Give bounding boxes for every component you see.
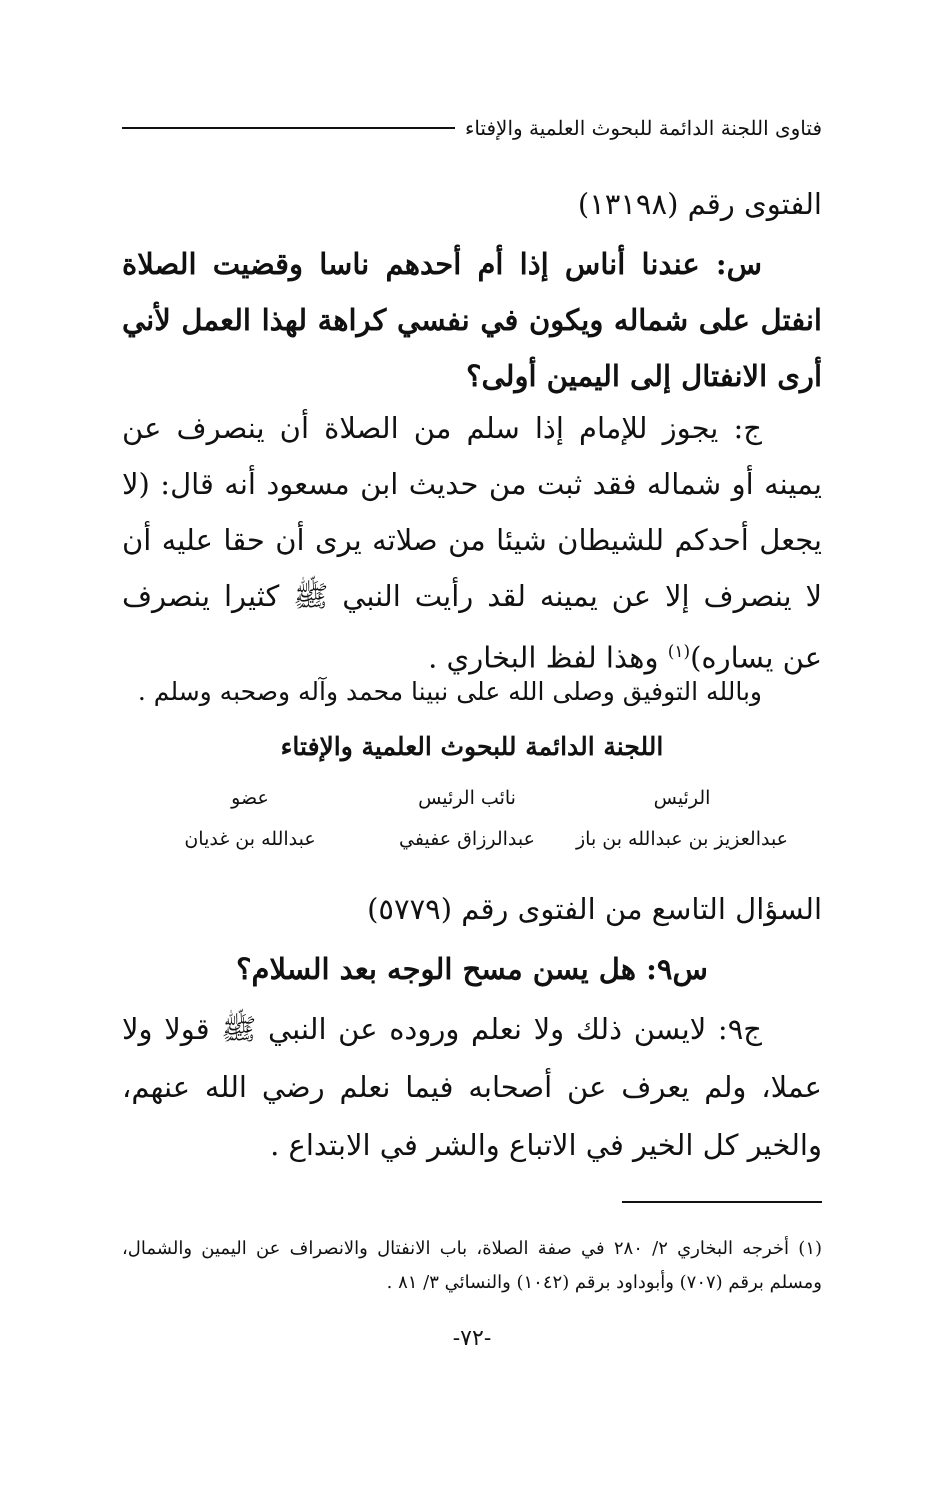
signature-name-member: عبدالله بن غديان bbox=[184, 828, 316, 850]
footnote-rule bbox=[622, 1201, 822, 1203]
header-rule bbox=[122, 127, 455, 129]
footnote-reference: (١) bbox=[667, 642, 691, 662]
signature-role-chairman: الرئيس bbox=[653, 787, 711, 809]
fatwa-number: الفتوى رقم (١٣١٩٨) bbox=[577, 187, 822, 221]
signature-name-vice-chairman: عبدالرزاق عفيفي bbox=[399, 828, 535, 850]
page-number: -٧٢- bbox=[452, 1326, 492, 1351]
committee-name: اللجنة الدائمة للبحوث العلمية والإفتاء bbox=[280, 732, 664, 761]
signature-role-vice-chairman: نائب الرئيس bbox=[418, 787, 516, 809]
answer-text-end: وهذا لفظ البخاري . bbox=[428, 640, 668, 675]
running-header bbox=[122, 112, 822, 144]
signature-role-member: عضو bbox=[231, 787, 269, 809]
question-text: س: عندنا أناس إذا أم أحدهم ناسا وقضيت الصلاة انفتل على شماله ويكون في نفسي كراهة لهذا العمل لأني أرى الانفتال إلى اليمين أولى؟ bbox=[122, 247, 822, 393]
answer9-text: ج٩: لايسن ذلك ولا نعلم وروده عن النبي ﷺ قولا ولا عملا، ولم يعرف عن أصحابه فيما نعلم رضي الله عنهم، والخير كل الخير في الاتباع والشر في الابتداع . bbox=[122, 1012, 822, 1162]
closing-line: وبالله التوفيق وصلى الله على نبينا محمد وآله وصحبه وسلم . bbox=[137, 677, 762, 706]
footnote-text: (١) أخرجه البخاري ٢/ ٢٨٠ في صفة الصلاة، باب الانفتال والانصراف عن اليمين والشمال، ومسلم برقم (٧٠٧) وأبوداود برقم (١٠٤٢) والنسائي ٣/ ٨١ . bbox=[122, 1238, 823, 1293]
question9-intro: السؤال التاسع من الفتوى رقم (٥٧٧٩) bbox=[367, 892, 822, 926]
answer-text-main: ج: يجوز للإمام إذا سلم من الصلاة أن ينصرف عن يمينه أو شماله فقد ثبت من حديث ابن مسعود أنه قال: (لا يجعل أحدكم للشيطان شيئا من صلاته يرى أن حقا عليه أن لا ينصرف إلا عن يمينه لقد رأيت النبي ﷺ كثيرا ينصرف عن يساره) bbox=[122, 411, 822, 675]
answer-text bbox=[122, 400, 822, 686]
signature-name-chairman: عبدالعزيز بن عبدالله بن باز bbox=[575, 828, 789, 850]
question9-text: س٩: هل يسن مسح الوجه بعد السلام؟ bbox=[236, 952, 708, 986]
header-title: فتاوى اللجنة الدائمة للبحوث العلمية والإفتاء bbox=[464, 116, 822, 140]
